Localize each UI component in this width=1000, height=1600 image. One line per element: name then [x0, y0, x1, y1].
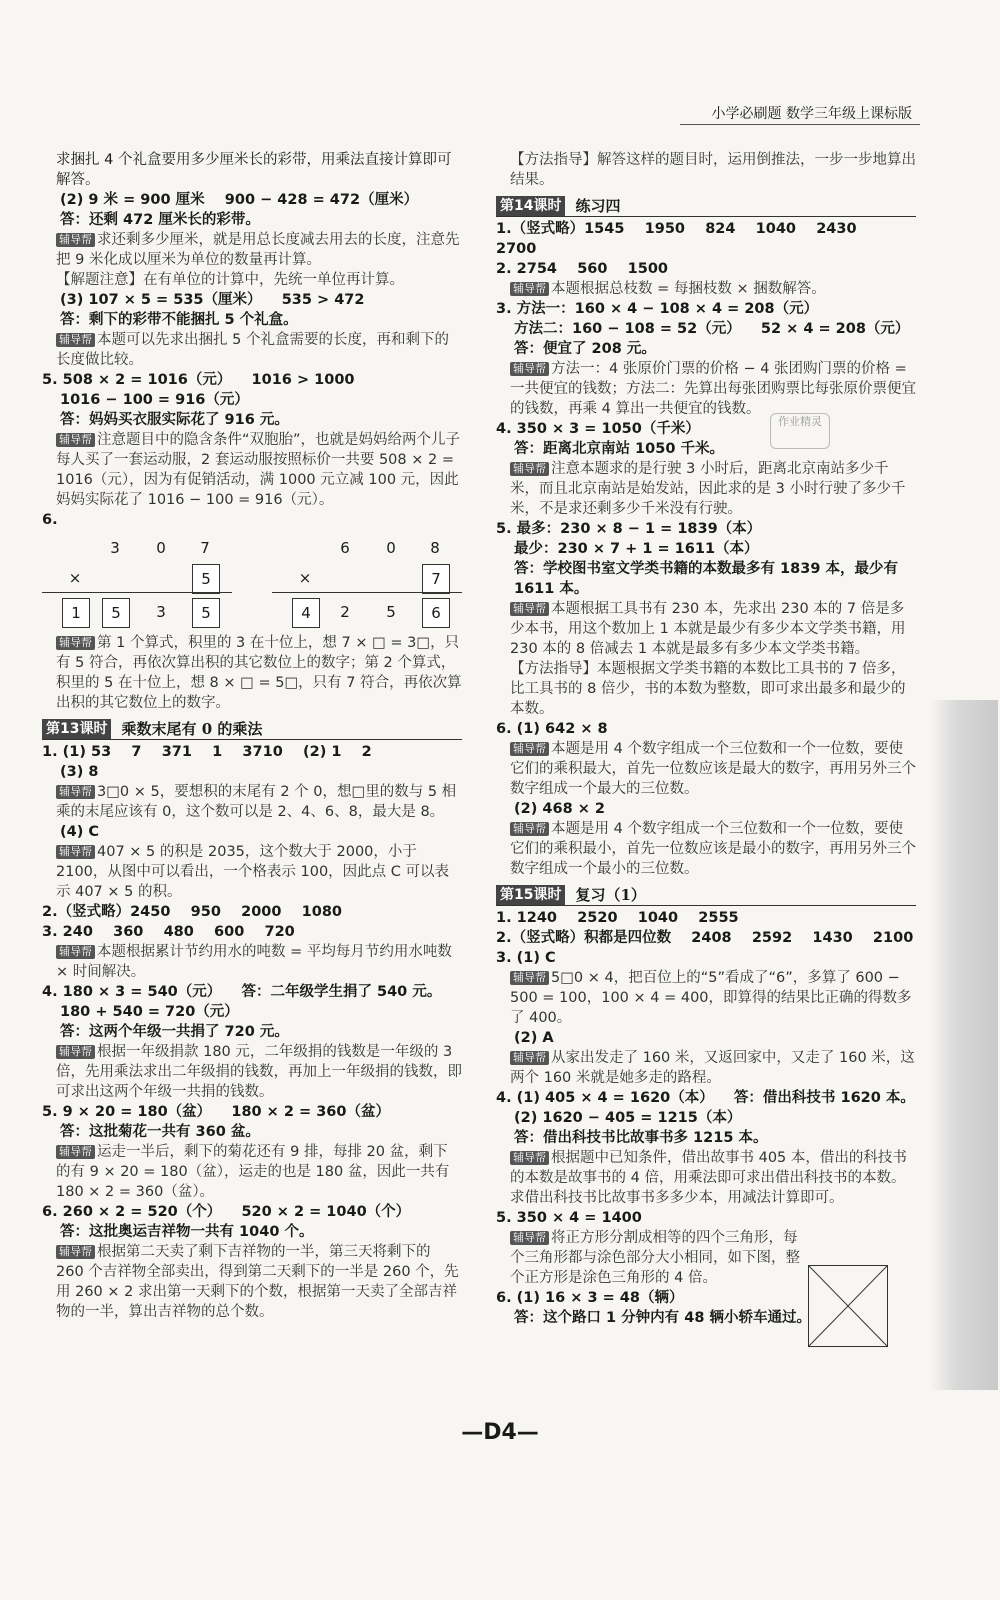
answer-line: 5. 508 × 2 = 1016（元） 1016 > 1000 — [42, 372, 355, 388]
answer-line: 5. 最多：230 × 8 − 1 = 1839（本） — [496, 521, 762, 537]
answer-line: 答：还剩 472 厘米长的彩带。 — [60, 212, 260, 228]
lesson-title: 乘数末尾有 0 的乘法 — [121, 720, 263, 738]
hint-text: 本题可以先求出捆扎 5 个礼盒需要的长度，再和剩下的长度做比较。 — [56, 332, 449, 368]
hint-paragraph — [496, 599, 916, 659]
multiplication-figures — [42, 534, 462, 629]
hint-tag: 辅导帮 — [510, 1151, 549, 1165]
lesson-title: 复习（1） — [575, 886, 646, 904]
answer-line: 1016 − 100 = 916（元） — [60, 392, 249, 408]
hint-text: 方法一：4 张原价门票的价格 − 4 张团购门票的价格 = 一共便宜的钱数；方法二：先算出每张团购票比每张原价票便宜的钱数，再乘 4 算出一共便宜的钱数。 — [510, 361, 916, 417]
hint-tag: 辅导帮 — [56, 1145, 95, 1159]
hint-paragraph — [42, 1242, 462, 1322]
page-header — [0, 0, 1000, 130]
answer-line: 4. (1) 405 × 4 = 1620（本） 答：借出科技书 1620 本。 — [496, 1090, 915, 1106]
note-line: 【解题注意】在有单位的计算中，先统一单位再计算。 — [56, 272, 404, 288]
hint-tag: 辅导帮 — [510, 822, 549, 836]
times-sign: × — [298, 569, 312, 587]
hint-text: 根据第二天卖了剩下吉祥物的一半，第三天将剩下的 260 个吉祥物全部卖出，得到第二天剩下的一半是 260 个，先用 260 × 2 求出第一天剩下的个数，根据第一天卖了全部吉祥物的一半，算出吉祥物的总个数。 — [56, 1244, 459, 1320]
lesson-header-15 — [496, 883, 916, 906]
lesson-number: 第14课时 — [496, 196, 565, 216]
digit-box: 5 — [192, 564, 220, 594]
hint-paragraph — [42, 942, 462, 982]
answer-line: (2) 9 米 = 900 厘米 900 − 428 = 472（厘米） — [60, 192, 419, 208]
answer-line: (2) 1620 − 405 = 1215（本） — [514, 1110, 742, 1126]
hint-tag: 辅导帮 — [510, 971, 549, 985]
answer-line: 2. 2754 560 1500 — [496, 261, 669, 277]
multiplication-b — [272, 534, 462, 629]
hint-text: 注意题目中的隐含条件“双胞胎”，也就是妈妈给两个儿子每人买了一套运动服，2 套运动服按照标价一共要 508 × 2 = 1016（元），因为有促销活动，满 1000 元立减 100 元，因此妈妈实际花了 1016 − 100 = 916（元）。 — [56, 432, 461, 508]
digit: 7 — [200, 539, 210, 557]
answer-line: 180 + 540 = 720（元） — [60, 1004, 239, 1020]
hint-text: 本题是用 4 个数字组成一个三位数和一个一位数，要使它们的乘积最小，首先一位数应该是最小的数字，再用另外三个数字组成一个最小的三位数。 — [510, 821, 916, 877]
hint-paragraph — [496, 279, 916, 299]
hint-paragraph — [496, 1048, 916, 1088]
hint-tag: 辅导帮 — [56, 1045, 95, 1059]
hint-text: 3□0 × 5，要想积的末尾有 2 个 0，想□里的数与 5 相乘的末尾应该有 0，这个数可以是 2、4、6、8，最大是 8。 — [56, 784, 457, 820]
hint-tag: 辅导帮 — [56, 233, 95, 247]
digit: 8 — [430, 539, 440, 557]
answer-line: 答：距离北京南站 1050 千米。 — [514, 441, 724, 457]
answer-line: 1. 1240 2520 1040 2555 — [496, 910, 739, 926]
hint-paragraph — [496, 739, 916, 799]
answer-line: 答：便宜了 208 元。 — [514, 341, 656, 357]
answer-line: 最少：230 × 7 + 1 = 1611（本） — [514, 541, 759, 557]
answer-line: 答：这批奥运吉祥物一共有 1040 个。 — [60, 1224, 314, 1240]
note-line: 【方法指导】解答这样的题目时，运用倒推法，一步一步地算出结果。 — [510, 152, 916, 188]
digit: 3 — [110, 539, 120, 557]
answer-line: (3) 8 — [60, 764, 99, 780]
hint-paragraph — [496, 1148, 916, 1208]
hint-text: 本题根据总枝数 = 每捆枝数 × 捆数解答。 — [551, 281, 826, 297]
hint-tag: 辅导帮 — [510, 1231, 549, 1245]
answer-line: 5. 9 × 20 = 180（盆） 180 × 2 = 360（盆） — [42, 1104, 390, 1120]
digit-box: 7 — [422, 564, 450, 594]
hint-paragraph — [496, 819, 916, 879]
hint-text: 本题根据累计节约用水的吨数 = 平均每月节约用水吨数 × 时间解决。 — [56, 944, 457, 980]
hint-tag: 辅导帮 — [56, 785, 95, 799]
answer-line: (2) A — [514, 1030, 554, 1046]
hint-paragraph — [496, 359, 916, 419]
answer-line: 答：剩下的彩带不能捆扎 5 个礼盒。 — [60, 312, 298, 328]
hint-text: 根据一年级捐款 180 元，二年级捐的钱数是一年级的 3 倍，先用乘法求出二年级捐的钱数，再加上一年级捐的钱数，即可求出这两个年级一共捐的钱数。 — [56, 1044, 462, 1100]
hint-tag: 辅导帮 — [510, 362, 549, 376]
hint-tag: 辅导帮 — [510, 462, 549, 476]
multiplication-a — [42, 534, 232, 629]
hint-tag: 辅导帮 — [56, 1245, 95, 1259]
digit: 5 — [386, 603, 396, 621]
hint-text: 求还剩多少厘米，就是用总长度减去用去的长度，注意先把 9 米化成以厘米为单位的数量再计算。 — [56, 232, 460, 268]
digit-box: 5 — [102, 598, 130, 628]
hint-text: 运走一半后，剩下的菊花还有 9 排，每排 20 盆，剩下的有 9 × 20 = 180（盆），运走的也是 180 盆，因此一共有 180 × 2 = 360（盆）。 — [56, 1144, 454, 1200]
answer-line: 1. (1) 53 7 371 1 3710 (2) 1 2 — [42, 744, 372, 760]
answer-line: 6. (1) 16 × 3 = 48（辆） — [496, 1290, 684, 1306]
hint-text: 注意本题求的是行驶 3 小时后，距离北京南站多少千米，而且北京南站是始发站，因此求的是 3 小时行驶了多少千米，不是求还剩多少千米没有行驶。 — [510, 461, 906, 517]
left-column — [42, 150, 462, 1322]
page-number: —D4— — [461, 1420, 539, 1445]
answer-line: 3. 方法一：160 × 4 − 108 × 4 = 208（元） — [496, 301, 819, 317]
hint-paragraph — [496, 968, 916, 1028]
question-number: 6. — [42, 512, 58, 528]
hint-paragraph — [42, 1042, 462, 1102]
hint-text: 从家出发走了 160 米，又返回家中，又走了 160 米，这两个 160 米就是她多走的路程。 — [510, 1050, 915, 1086]
hint-text: 5□0 × 4，把百位上的“5”看成了“6”，多算了 600 − 500 = 100，100 × 4 = 400，即算得的结果比正确的得数多了 400。 — [510, 970, 912, 1026]
answer-line: 6. (1) 642 × 8 — [496, 721, 608, 737]
answer-line: 答：妈妈买衣服实际花了 916 元。 — [60, 412, 289, 428]
hint-text: 将正方形分割成相等的四个三角形，每个三角形都与涂色部分大小相同，如下图，整个正方形是涂色三角形的 4 倍。 — [510, 1230, 800, 1286]
book-title: 小学必刷题 数学三年级上课标版 — [711, 106, 912, 122]
answer-line: 3. 240 360 480 600 720 — [42, 924, 295, 940]
digit-box: 5 — [192, 598, 220, 628]
hint-paragraph — [42, 1142, 462, 1202]
digit-box: 4 — [292, 598, 320, 628]
digit-box: 1 — [62, 598, 90, 628]
times-sign: × — [68, 569, 82, 587]
header-rule — [680, 124, 920, 125]
hint-paragraph — [496, 1228, 810, 1288]
hint-tag: 辅导帮 — [56, 845, 95, 859]
hint-tag: 辅导帮 — [56, 636, 95, 650]
page-edge-shadow — [930, 700, 998, 1390]
lesson-number: 第15课时 — [496, 885, 565, 905]
hint-tag: 辅导帮 — [56, 433, 95, 447]
hint-tag: 辅导帮 — [56, 945, 95, 959]
answer-line: 2.（竖式略）积都是四位数 2408 2592 1430 2100 — [496, 930, 914, 946]
digit: 0 — [386, 539, 396, 557]
digit: 3 — [156, 603, 166, 621]
answer-line: 2.（竖式略）2450 950 2000 1080 — [42, 904, 343, 920]
answer-line: 4. 180 × 3 = 540（元） 答：二年级学生捐了 540 元。 — [42, 984, 442, 1000]
hint-paragraph — [496, 459, 916, 519]
hint-tag: 辅导帮 — [510, 282, 549, 296]
answer-line: 方法二：160 − 108 = 52（元） 52 × 4 = 208（元） — [514, 321, 910, 337]
hint-tag: 辅导帮 — [510, 1051, 549, 1065]
hint-tag: 辅导帮 — [510, 742, 549, 756]
hint-text: 407 × 5 的积是 2035，这个数大于 2000，小于 2100，从图中可以看出，一个格表示 100，因此点 C 可以表示 407 × 5 的积。 — [56, 844, 450, 900]
answer-line: (2) 468 × 2 — [514, 801, 605, 817]
hint-tag: 辅导帮 — [510, 602, 549, 616]
lesson-header-14 — [496, 194, 916, 217]
answer-line: 4. 350 × 3 = 1050（千米） — [496, 421, 700, 437]
answer-line: 答：这批菊花一共有 360 盆。 — [60, 1124, 260, 1140]
answer-line: (4) C — [60, 824, 100, 840]
answer-line: 答：这个路口 1 分钟内有 48 辆小轿车通过。 — [514, 1310, 811, 1326]
digit: 6 — [340, 539, 350, 557]
hint-paragraph — [42, 782, 462, 822]
lesson-header-13 — [42, 717, 462, 740]
note-line: 【方法指导】本题根据文学类书籍的本数比工具书的 7 倍多，比工具书的 8 倍少，书的本数为整数，即可求出最多和最少的本数。 — [510, 661, 906, 717]
answer-line: 5. 350 × 4 = 1400 — [496, 1210, 642, 1226]
hint-text: 本题是用 4 个数字组成一个三位数和一个一位数，要使它们的乘积最大，首先一位数应该是最大的数字，再用另外三个数字组成一个最大的三位数。 — [510, 741, 916, 797]
hint-tag: 辅导帮 — [56, 333, 95, 347]
answer-line: 答：这两个年级一共捐了 720 元。 — [60, 1024, 289, 1040]
answer-line: 答：学校图书室文学类书籍的本数最多有 1839 本，最少有 1611 本。 — [514, 561, 904, 597]
text-line: 求捆扎 4 个礼盒要用多少厘米长的彩带，用乘法直接计算即可解答。 — [56, 152, 452, 188]
answer-line: 3. (1) C — [496, 950, 556, 966]
hint-paragraph — [42, 633, 462, 713]
hint-paragraph — [42, 430, 462, 510]
digit-box: 6 — [422, 598, 450, 628]
hint-text: 第 1 个算式，积里的 3 在十位上，想 7 × □ = 3□，只有 5 符合，再依次算出积的其它数位上的数字；第 2 个算式，积里的 5 在十位上，想 8 × □ = 5□，只有 7 符合，再依次算出积的其它数位上的数字。 — [56, 635, 462, 711]
hint-text: 本题根据工具书有 230 本，先求出 230 本的 7 倍是多少本书，用这个数加上 1 本就是最少有多少本文学类书籍，用 230 本的 8 倍减去 1 本就是最多有多少本文学类书籍。 — [510, 601, 911, 657]
right-column — [496, 150, 916, 1328]
hint-text: 根据题中已知条件，借出故事书 405 本，借出的科技书的本数是故事书的 4 倍，用乘法即可求出借出科技书的本数。求借出科技书比故事书多多少本，用减法计算即可。 — [510, 1150, 907, 1206]
answer-line: 6. 260 × 2 = 520（个） 520 × 2 = 1040（个） — [42, 1204, 411, 1220]
answer-line: 答：借出科技书比故事书多 1215 本。 — [514, 1130, 768, 1146]
hint-paragraph — [42, 842, 462, 902]
answer-line: (3) 107 × 5 = 535（厘米） 535 > 472 — [60, 292, 365, 308]
answer-line: 1.（竖式略）1545 1950 824 1040 2430 2700 — [496, 221, 877, 257]
hint-paragraph — [42, 230, 462, 270]
digit: 0 — [156, 539, 166, 557]
digit: 2 — [340, 603, 350, 621]
lesson-number: 第13课时 — [42, 719, 111, 739]
lesson-title: 练习四 — [575, 197, 621, 215]
divided-square-figure — [808, 1265, 888, 1347]
hint-paragraph — [42, 330, 462, 370]
watermark-stamp: 作业精灵 — [770, 413, 830, 449]
